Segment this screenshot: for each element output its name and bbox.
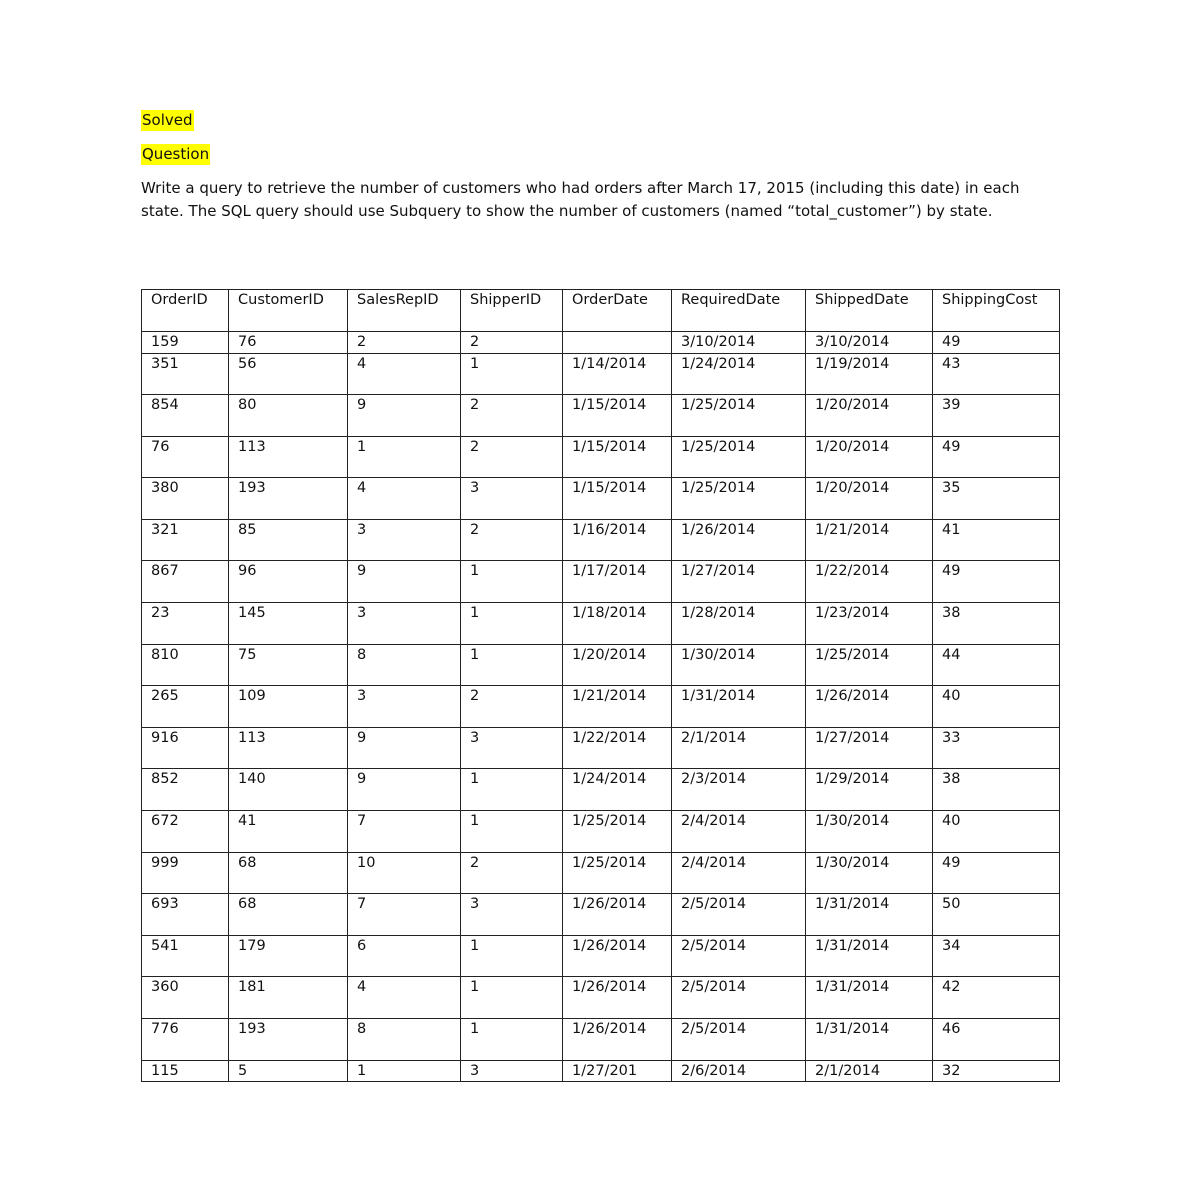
table-cell: 1 xyxy=(461,353,563,395)
table-cell: 40 xyxy=(933,686,1060,728)
table-cell: 2/5/2014 xyxy=(672,977,806,1019)
table-cell: 159 xyxy=(142,332,229,354)
table-cell: 8 xyxy=(348,1019,461,1061)
table-row xyxy=(142,935,1060,977)
table-cell: 2/6/2014 xyxy=(672,1060,806,1082)
table-cell: 41 xyxy=(933,519,1060,561)
table-cell: 9 xyxy=(348,395,461,437)
table-cell: 1/19/2014 xyxy=(806,353,933,395)
table-cell: 1/30/2014 xyxy=(806,852,933,894)
table-cell: 193 xyxy=(229,1019,348,1061)
table-cell: 50 xyxy=(933,894,1060,936)
table-row xyxy=(142,727,1060,769)
table-cell: 672 xyxy=(142,811,229,853)
table-row xyxy=(142,769,1060,811)
table-cell: 76 xyxy=(142,436,229,478)
table-cell: 3/10/2014 xyxy=(672,332,806,354)
table-cell: 38 xyxy=(933,603,1060,645)
table-body xyxy=(142,332,1060,1082)
table-cell: 1 xyxy=(348,436,461,478)
table-cell: 1/15/2014 xyxy=(563,436,672,478)
table-cell: 1/25/2014 xyxy=(563,852,672,894)
table-row xyxy=(142,478,1060,520)
table-cell: 1 xyxy=(461,644,563,686)
table-cell: 40 xyxy=(933,811,1060,853)
question-prompt: Write a query to retrieve the number of customers who had orders after March 17, 2015 (including this date) in each state. The SQL query should use Subquery to show the number of customers (named “total_customer”) by state. xyxy=(141,179,1020,220)
table-cell: 3/10/2014 xyxy=(806,332,933,354)
table-cell: 1/21/2014 xyxy=(806,519,933,561)
table-cell: 56 xyxy=(229,353,348,395)
table-cell: 4 xyxy=(348,977,461,1019)
table-cell: 380 xyxy=(142,478,229,520)
table-row xyxy=(142,1019,1060,1061)
table-cell: 1/30/2014 xyxy=(806,811,933,853)
table-cell: 181 xyxy=(229,977,348,1019)
table-cell: 2/4/2014 xyxy=(672,811,806,853)
table-row xyxy=(142,353,1060,395)
table-cell: 49 xyxy=(933,332,1060,354)
table-cell: 1/27/2014 xyxy=(672,561,806,603)
table-cell: 2 xyxy=(461,852,563,894)
table-cell: 1/31/2014 xyxy=(806,1019,933,1061)
table-cell: 1/25/2014 xyxy=(672,436,806,478)
table-cell: 2/4/2014 xyxy=(672,852,806,894)
table-cell: 2 xyxy=(461,519,563,561)
table-cell: 85 xyxy=(229,519,348,561)
table-cell: 42 xyxy=(933,977,1060,1019)
table-cell: 9 xyxy=(348,769,461,811)
table-cell: 4 xyxy=(348,478,461,520)
table-cell: 6 xyxy=(348,935,461,977)
table-cell: 3 xyxy=(348,519,461,561)
table-cell: 1 xyxy=(461,935,563,977)
table-cell: 10 xyxy=(348,852,461,894)
table-cell: 1/26/2014 xyxy=(563,977,672,1019)
table-cell: 693 xyxy=(142,894,229,936)
table-cell: 49 xyxy=(933,561,1060,603)
table-cell: 1/14/2014 xyxy=(563,353,672,395)
table-cell: 7 xyxy=(348,894,461,936)
column-header: OrderID xyxy=(142,290,229,332)
table-row xyxy=(142,436,1060,478)
table-cell: 109 xyxy=(229,686,348,728)
column-header: SalesRepID xyxy=(348,290,461,332)
table-cell: 1 xyxy=(461,769,563,811)
table-cell: 321 xyxy=(142,519,229,561)
table-cell: 1/27/2014 xyxy=(806,727,933,769)
table-cell: 1/15/2014 xyxy=(563,478,672,520)
table-cell: 1/18/2014 xyxy=(563,603,672,645)
table-cell: 9 xyxy=(348,727,461,769)
table-cell: 2/1/2014 xyxy=(672,727,806,769)
table-row xyxy=(142,1060,1060,1082)
table-cell: 3 xyxy=(461,727,563,769)
table-cell: 3 xyxy=(348,603,461,645)
table-cell: 1/26/2014 xyxy=(563,894,672,936)
column-header: RequiredDate xyxy=(672,290,806,332)
table-cell: 49 xyxy=(933,436,1060,478)
column-header: ShippingCost xyxy=(933,290,1060,332)
table-cell: 1/20/2014 xyxy=(806,395,933,437)
table-cell: 1/24/2014 xyxy=(563,769,672,811)
table-row xyxy=(142,852,1060,894)
table-row xyxy=(142,977,1060,1019)
table-cell: 1/26/2014 xyxy=(563,1019,672,1061)
table-cell: 23 xyxy=(142,603,229,645)
table-cell: 776 xyxy=(142,1019,229,1061)
table-cell: 1/25/2014 xyxy=(806,644,933,686)
table-row xyxy=(142,894,1060,936)
table-cell: 193 xyxy=(229,478,348,520)
table-cell: 2/5/2014 xyxy=(672,894,806,936)
table-header-row xyxy=(142,290,1060,332)
column-header: OrderDate xyxy=(563,290,672,332)
table-cell: 68 xyxy=(229,852,348,894)
table-cell: 3 xyxy=(461,1060,563,1082)
table-cell: 2 xyxy=(461,395,563,437)
column-header: CustomerID xyxy=(229,290,348,332)
table-cell: 1/25/2014 xyxy=(672,395,806,437)
table-cell: 34 xyxy=(933,935,1060,977)
table-row xyxy=(142,603,1060,645)
table-cell: 854 xyxy=(142,395,229,437)
table-cell: 1/17/2014 xyxy=(563,561,672,603)
table-cell: 145 xyxy=(229,603,348,645)
table-cell: 9 xyxy=(348,561,461,603)
table-cell: 7 xyxy=(348,811,461,853)
table-cell: 1/20/2014 xyxy=(806,478,933,520)
table-cell: 1/25/2014 xyxy=(563,811,672,853)
table-cell: 1/20/2014 xyxy=(563,644,672,686)
table-cell: 3 xyxy=(348,686,461,728)
question-label: Question xyxy=(142,145,210,163)
table-cell: 2 xyxy=(461,686,563,728)
table-row xyxy=(142,561,1060,603)
table-cell: 1/26/2014 xyxy=(806,686,933,728)
table-cell: 1/28/2014 xyxy=(672,603,806,645)
table-cell: 1/31/2014 xyxy=(806,935,933,977)
table-cell: 1/27/201 xyxy=(563,1060,672,1082)
table-cell: 1 xyxy=(461,1019,563,1061)
table-cell: 1/22/2014 xyxy=(806,561,933,603)
table-cell: 265 xyxy=(142,686,229,728)
table-cell: 2/5/2014 xyxy=(672,1019,806,1061)
table-row xyxy=(142,811,1060,853)
table-cell: 4 xyxy=(348,353,461,395)
table-cell: 35 xyxy=(933,478,1060,520)
table-cell: 810 xyxy=(142,644,229,686)
table-cell: 76 xyxy=(229,332,348,354)
table-cell: 43 xyxy=(933,353,1060,395)
table-cell: 2 xyxy=(461,436,563,478)
table-cell: 1/29/2014 xyxy=(806,769,933,811)
table-cell: 3 xyxy=(461,478,563,520)
table-cell: 1 xyxy=(461,603,563,645)
column-header: ShipperID xyxy=(461,290,563,332)
table-cell: 41 xyxy=(229,811,348,853)
table-cell: 1/21/2014 xyxy=(563,686,672,728)
table-cell: 5 xyxy=(229,1060,348,1082)
table-row xyxy=(142,332,1060,354)
table-cell: 80 xyxy=(229,395,348,437)
table-cell: 179 xyxy=(229,935,348,977)
table-cell: 1 xyxy=(461,561,563,603)
table-cell: 1 xyxy=(348,1060,461,1082)
table-cell: 96 xyxy=(229,561,348,603)
table-cell: 1/31/2014 xyxy=(806,977,933,1019)
table-cell: 2/3/2014 xyxy=(672,769,806,811)
column-header: ShippedDate xyxy=(806,290,933,332)
table-cell: 115 xyxy=(142,1060,229,1082)
table-cell: 2 xyxy=(461,332,563,354)
table-cell: 1/22/2014 xyxy=(563,727,672,769)
table-cell: 1 xyxy=(461,811,563,853)
table-cell: 360 xyxy=(142,977,229,1019)
table-cell: 2/5/2014 xyxy=(672,935,806,977)
table-cell: 1/26/2014 xyxy=(563,935,672,977)
table-cell: 3 xyxy=(461,894,563,936)
table-row xyxy=(142,644,1060,686)
table-cell: 2 xyxy=(348,332,461,354)
table-cell: 113 xyxy=(229,436,348,478)
table-row xyxy=(142,519,1060,561)
table-cell: 38 xyxy=(933,769,1060,811)
table-cell: 916 xyxy=(142,727,229,769)
table-cell: 33 xyxy=(933,727,1060,769)
table-cell: 44 xyxy=(933,644,1060,686)
orders-table xyxy=(141,289,1060,1082)
table-cell: 2/1/2014 xyxy=(806,1060,933,1082)
table-cell: 1/26/2014 xyxy=(672,519,806,561)
table-cell: 32 xyxy=(933,1060,1060,1082)
table-cell: 140 xyxy=(229,769,348,811)
table-cell: 1/15/2014 xyxy=(563,395,672,437)
table-row xyxy=(142,395,1060,437)
table-cell: 46 xyxy=(933,1019,1060,1061)
table-cell: 1/30/2014 xyxy=(672,644,806,686)
table-cell: 75 xyxy=(229,644,348,686)
table-cell: 49 xyxy=(933,852,1060,894)
table-cell: 1/23/2014 xyxy=(806,603,933,645)
table-cell xyxy=(563,332,672,354)
table-cell: 1/31/2014 xyxy=(672,686,806,728)
table-cell: 8 xyxy=(348,644,461,686)
table-cell: 1/31/2014 xyxy=(806,894,933,936)
table-cell: 852 xyxy=(142,769,229,811)
table-cell: 1/24/2014 xyxy=(672,353,806,395)
table-cell: 1/20/2014 xyxy=(806,436,933,478)
solved-label: Solved xyxy=(142,111,193,129)
table-cell: 68 xyxy=(229,894,348,936)
table-cell: 351 xyxy=(142,353,229,395)
table-cell: 1/25/2014 xyxy=(672,478,806,520)
table-cell: 541 xyxy=(142,935,229,977)
table-cell: 867 xyxy=(142,561,229,603)
table-row xyxy=(142,686,1060,728)
table-cell: 113 xyxy=(229,727,348,769)
table-cell: 1 xyxy=(461,977,563,1019)
table-cell: 39 xyxy=(933,395,1060,437)
table-cell: 1/16/2014 xyxy=(563,519,672,561)
table-cell: 999 xyxy=(142,852,229,894)
